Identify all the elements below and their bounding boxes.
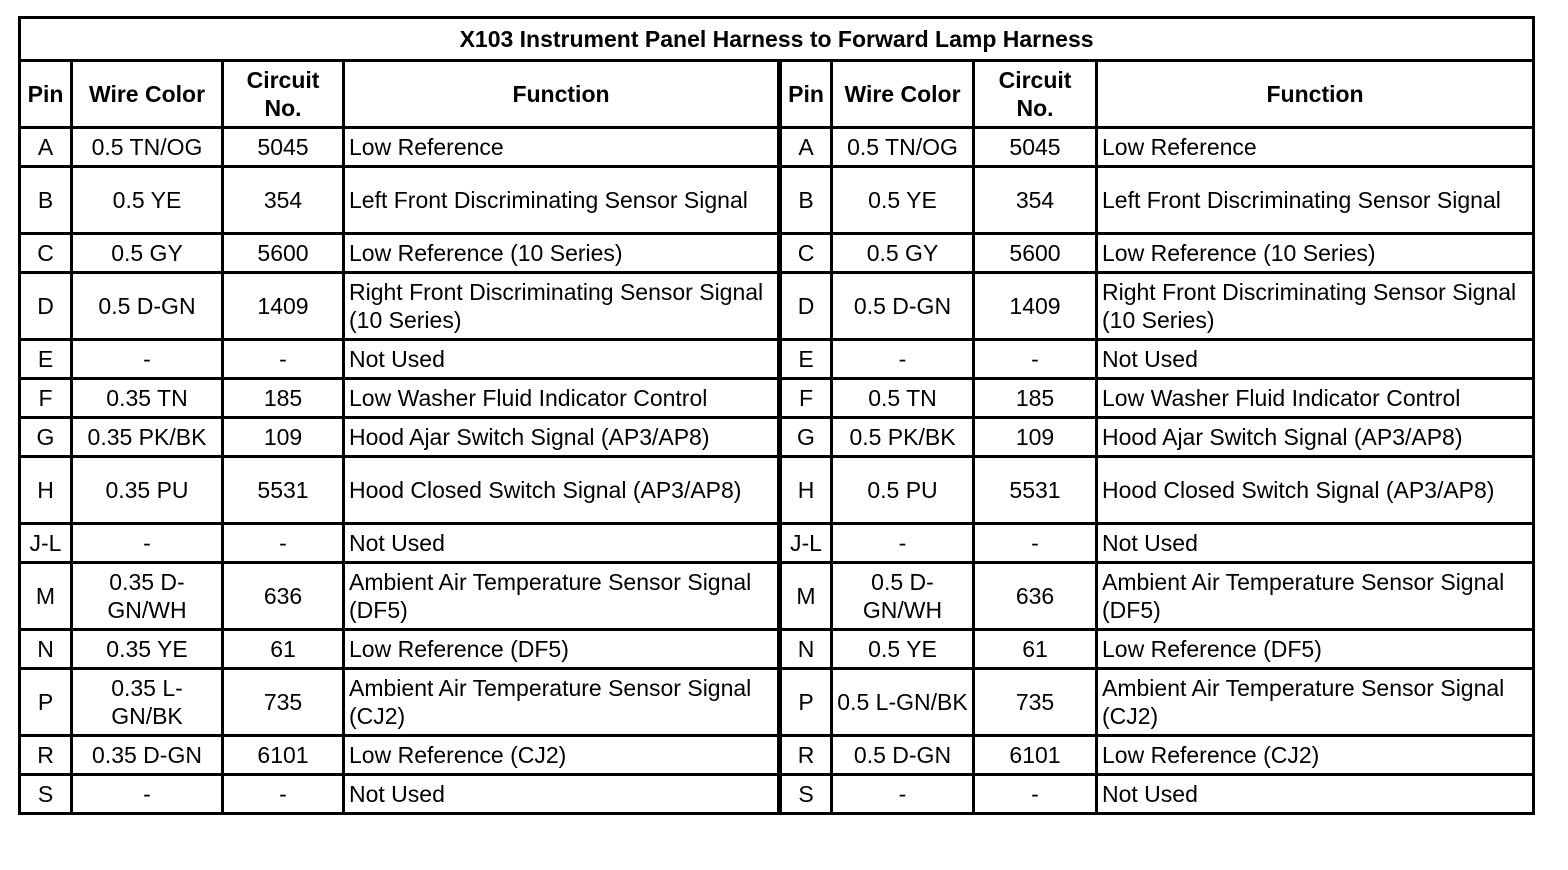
cell-circuit-no-right: - xyxy=(974,340,1097,379)
cell-function-left: Low Reference (CJ2) xyxy=(344,736,780,775)
cell-function-left: Hood Ajar Switch Signal (AP3/AP8) xyxy=(344,418,780,457)
cell-wire-color-left: 0.35 PU xyxy=(72,457,223,524)
cell-pin-right: P xyxy=(780,669,832,736)
cell-pin-left: B xyxy=(20,167,72,234)
cell-pin-right: N xyxy=(780,630,832,669)
connector-pinout-table xyxy=(18,16,1535,815)
cell-function-left: Low Washer Fluid Indicator Control xyxy=(344,379,780,418)
cell-circuit-no-left: 354 xyxy=(223,167,344,234)
cell-wire-color-right: 0.5 D-GN/WH xyxy=(832,563,974,630)
cell-circuit-no-right: 6101 xyxy=(974,736,1097,775)
header-function-left: Function xyxy=(344,61,780,128)
cell-circuit-no-right: 735 xyxy=(974,669,1097,736)
cell-wire-color-left: - xyxy=(72,340,223,379)
cell-pin-left: A xyxy=(20,128,72,167)
cell-pin-left: S xyxy=(20,775,72,814)
cell-wire-color-right: 0.5 GY xyxy=(832,234,974,273)
cell-function-right: Low Reference (CJ2) xyxy=(1097,736,1534,775)
cell-circuit-no-left: 5045 xyxy=(223,128,344,167)
connector-table-container xyxy=(18,16,1535,815)
table-row xyxy=(20,736,1534,775)
cell-pin-right: H xyxy=(780,457,832,524)
header-circuit-no-left: Circuit No. xyxy=(223,61,344,128)
cell-wire-color-right: 0.5 PK/BK xyxy=(832,418,974,457)
cell-circuit-no-left: 1409 xyxy=(223,273,344,340)
cell-function-left: Right Front Discriminating Sensor Signal (10 Series) xyxy=(344,273,780,340)
cell-pin-left: H xyxy=(20,457,72,524)
cell-circuit-no-left: 5531 xyxy=(223,457,344,524)
cell-function-left: Not Used xyxy=(344,775,780,814)
cell-wire-color-left: 0.5 TN/OG xyxy=(72,128,223,167)
cell-function-right: Low Reference (DF5) xyxy=(1097,630,1534,669)
cell-wire-color-left: 0.35 D-GN/WH xyxy=(72,563,223,630)
cell-function-right: Ambient Air Temperature Sensor Signal (CJ2) xyxy=(1097,669,1534,736)
header-function-right: Function xyxy=(1097,61,1534,128)
cell-circuit-no-left: 109 xyxy=(223,418,344,457)
cell-wire-color-right: 0.5 TN/OG xyxy=(832,128,974,167)
cell-wire-color-left: 0.5 D-GN xyxy=(72,273,223,340)
cell-pin-right: S xyxy=(780,775,832,814)
cell-function-left: Left Front Discriminating Sensor Signal xyxy=(344,167,780,234)
cell-pin-left: E xyxy=(20,340,72,379)
header-wire-color-left: Wire Color xyxy=(72,61,223,128)
cell-wire-color-left: 0.35 YE xyxy=(72,630,223,669)
cell-pin-left: G xyxy=(20,418,72,457)
table-row xyxy=(20,234,1534,273)
cell-circuit-no-left: 636 xyxy=(223,563,344,630)
cell-pin-right: E xyxy=(780,340,832,379)
cell-function-right: Low Washer Fluid Indicator Control xyxy=(1097,379,1534,418)
cell-circuit-no-left: 6101 xyxy=(223,736,344,775)
cell-wire-color-right: - xyxy=(832,340,974,379)
table-row xyxy=(20,418,1534,457)
table-row xyxy=(20,340,1534,379)
cell-function-right: Not Used xyxy=(1097,340,1534,379)
cell-pin-right: M xyxy=(780,563,832,630)
cell-circuit-no-right: 354 xyxy=(974,167,1097,234)
cell-pin-left: P xyxy=(20,669,72,736)
cell-pin-right: J-L xyxy=(780,524,832,563)
cell-function-right: Not Used xyxy=(1097,524,1534,563)
cell-pin-right: G xyxy=(780,418,832,457)
cell-function-left: Ambient Air Temperature Sensor Signal (DF5) xyxy=(344,563,780,630)
cell-circuit-no-right: 5531 xyxy=(974,457,1097,524)
cell-circuit-no-right: 5600 xyxy=(974,234,1097,273)
cell-function-left: Low Reference (10 Series) xyxy=(344,234,780,273)
cell-circuit-no-left: 61 xyxy=(223,630,344,669)
cell-wire-color-left: 0.35 PK/BK xyxy=(72,418,223,457)
cell-pin-right: F xyxy=(780,379,832,418)
cell-function-right: Low Reference (10 Series) xyxy=(1097,234,1534,273)
header-wire-color-right: Wire Color xyxy=(832,61,974,128)
table-row xyxy=(20,128,1534,167)
cell-circuit-no-right: 1409 xyxy=(974,273,1097,340)
header-pin-right: Pin xyxy=(780,61,832,128)
table-row xyxy=(20,630,1534,669)
cell-wire-color-right: 0.5 TN xyxy=(832,379,974,418)
cell-wire-color-right: 0.5 D-GN xyxy=(832,736,974,775)
table-row xyxy=(20,273,1534,340)
cell-wire-color-right: 0.5 L-GN/BK xyxy=(832,669,974,736)
cell-pin-left: R xyxy=(20,736,72,775)
cell-pin-left: M xyxy=(20,563,72,630)
cell-function-right: Ambient Air Temperature Sensor Signal (DF5) xyxy=(1097,563,1534,630)
table-title: X103 Instrument Panel Harness to Forward Lamp Harness xyxy=(20,18,1534,61)
cell-circuit-no-left: 185 xyxy=(223,379,344,418)
header-pin-left: Pin xyxy=(20,61,72,128)
cell-circuit-no-left: - xyxy=(223,775,344,814)
cell-function-left: Ambient Air Temperature Sensor Signal (CJ2) xyxy=(344,669,780,736)
table-row xyxy=(20,775,1534,814)
cell-circuit-no-right: 185 xyxy=(974,379,1097,418)
cell-wire-color-right: - xyxy=(832,524,974,563)
cell-pin-left: J-L xyxy=(20,524,72,563)
cell-circuit-no-left: 735 xyxy=(223,669,344,736)
table-row xyxy=(20,379,1534,418)
cell-circuit-no-left: - xyxy=(223,524,344,563)
cell-pin-left: D xyxy=(20,273,72,340)
cell-function-left: Not Used xyxy=(344,340,780,379)
header-row xyxy=(20,61,1534,128)
cell-wire-color-left: 0.5 GY xyxy=(72,234,223,273)
cell-pin-right: R xyxy=(780,736,832,775)
cell-function-right: Not Used xyxy=(1097,775,1534,814)
cell-circuit-no-right: - xyxy=(974,524,1097,563)
cell-circuit-no-right: 109 xyxy=(974,418,1097,457)
cell-wire-color-left: 0.35 TN xyxy=(72,379,223,418)
table-row xyxy=(20,563,1534,630)
cell-wire-color-left: 0.5 YE xyxy=(72,167,223,234)
cell-pin-left: C xyxy=(20,234,72,273)
cell-wire-color-right: - xyxy=(832,775,974,814)
cell-pin-right: D xyxy=(780,273,832,340)
cell-wire-color-left: 0.35 L-GN/BK xyxy=(72,669,223,736)
cell-wire-color-right: 0.5 PU xyxy=(832,457,974,524)
cell-pin-right: C xyxy=(780,234,832,273)
cell-function-right: Hood Closed Switch Signal (AP3/AP8) xyxy=(1097,457,1534,524)
header-circuit-no-right: Circuit No. xyxy=(974,61,1097,128)
cell-wire-color-left: 0.35 D-GN xyxy=(72,736,223,775)
cell-circuit-no-right: 61 xyxy=(974,630,1097,669)
cell-circuit-no-right: 636 xyxy=(974,563,1097,630)
table-row xyxy=(20,669,1534,736)
cell-function-right: Low Reference xyxy=(1097,128,1534,167)
cell-wire-color-right: 0.5 D-GN xyxy=(832,273,974,340)
cell-circuit-no-left: 5600 xyxy=(223,234,344,273)
cell-function-right: Left Front Discriminating Sensor Signal xyxy=(1097,167,1534,234)
cell-pin-left: N xyxy=(20,630,72,669)
cell-function-right: Hood Ajar Switch Signal (AP3/AP8) xyxy=(1097,418,1534,457)
table-row xyxy=(20,167,1534,234)
cell-wire-color-left: - xyxy=(72,524,223,563)
cell-function-left: Hood Closed Switch Signal (AP3/AP8) xyxy=(344,457,780,524)
cell-function-right: Right Front Discriminating Sensor Signal (10 Series) xyxy=(1097,273,1534,340)
cell-function-left: Low Reference xyxy=(344,128,780,167)
cell-pin-right: B xyxy=(780,167,832,234)
table-row xyxy=(20,457,1534,524)
cell-wire-color-right: 0.5 YE xyxy=(832,167,974,234)
cell-circuit-no-right: 5045 xyxy=(974,128,1097,167)
cell-pin-right: A xyxy=(780,128,832,167)
cell-circuit-no-left: - xyxy=(223,340,344,379)
cell-function-left: Not Used xyxy=(344,524,780,563)
cell-circuit-no-right: - xyxy=(974,775,1097,814)
cell-pin-left: F xyxy=(20,379,72,418)
cell-function-left: Low Reference (DF5) xyxy=(344,630,780,669)
cell-wire-color-right: 0.5 YE xyxy=(832,630,974,669)
table-row xyxy=(20,524,1534,563)
cell-wire-color-left: - xyxy=(72,775,223,814)
